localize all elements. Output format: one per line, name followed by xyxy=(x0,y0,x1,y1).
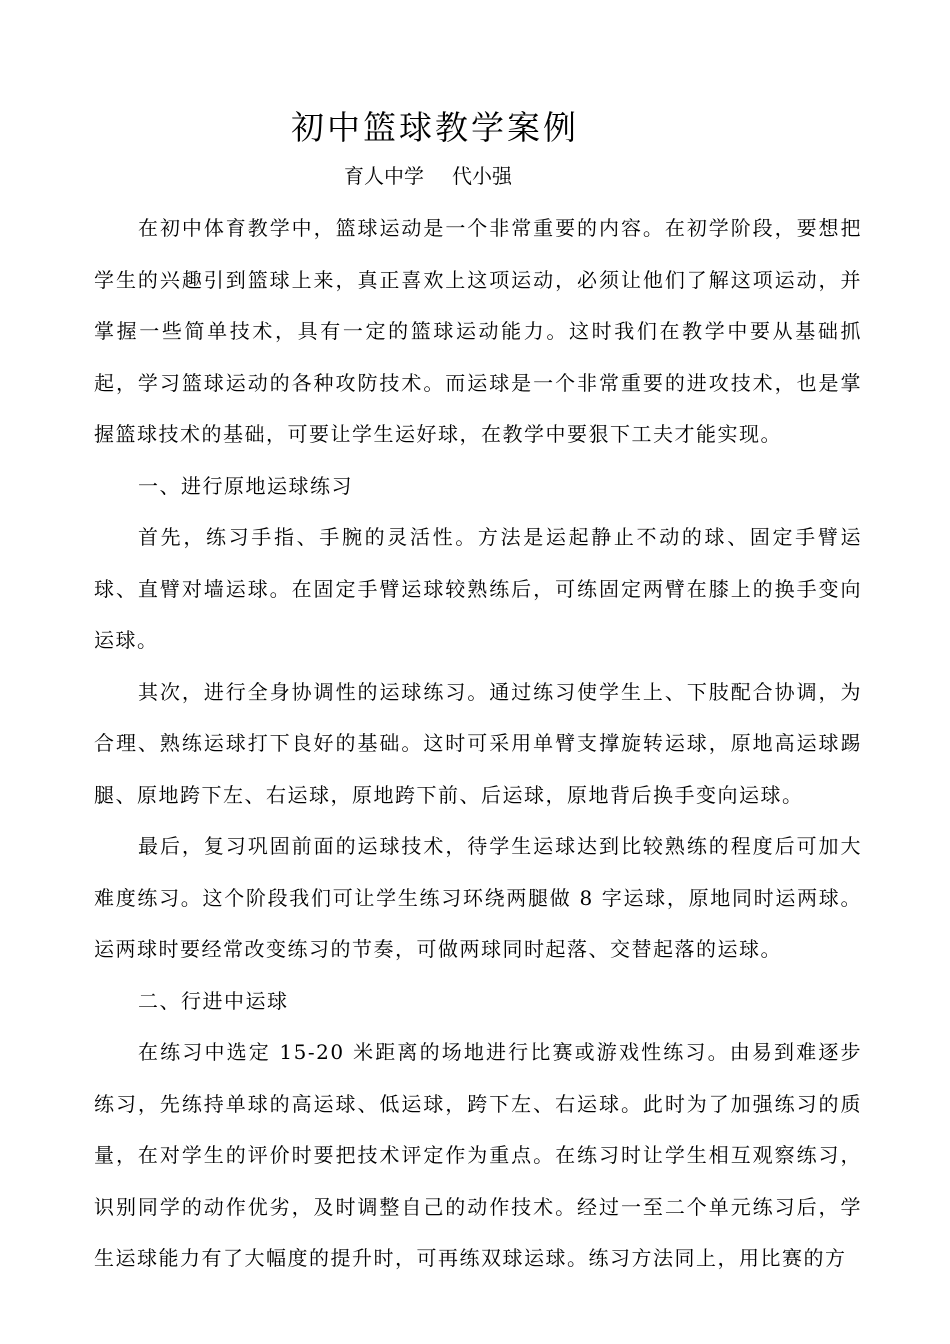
document-title: 初中篮球教学案例 xyxy=(291,108,579,147)
paragraph: 最后，复习巩固前面的运球技术，待学生运球达到比较熟练的程度后可加大难度练习。这个阶段我们可让学生练习环绕两腿做 8 字运球，原地同时运两球。运两球时要经常改变练习的节奏，可做两球同时起落、交替起落的运球。 xyxy=(94,834,862,961)
author-line xyxy=(0,158,856,194)
document-body xyxy=(94,203,862,1285)
paragraph-intro: 在初中体育教学中，篮球运动是一个非常重要的内容。在初学阶段，要想把学生的兴趣引到篮球上来，真正喜欢上这项运动，必须让他们了解这项运动，并掌握一些简单技术，具有一定的篮球运动能力。这时我们在教学中要从基础抓起，学习篮球运动的各种攻防技术。而运球是一个非常重要的进攻技术，也是掌握篮球技术的基础，可要让学生运好球，在教学中要狠下工夫才能实现。 xyxy=(94,216,862,446)
paragraph: 首先，练习手指、手腕的灵活性。方法是运起静止不动的球、固定手臂运球、直臂对墙运球。在固定手臂运球较熟练后，可练固定两臂在膝上的换手变向运球。 xyxy=(94,525,862,652)
paragraph: 其次，进行全身协调性的运球练习。通过练习使学生上、下肢配合协调，为合理、熟练运球打下良好的基础。这时可采用单臂支撑旋转运球，原地高运球踢腿、原地跨下左、右运球，原地跨下前、后运球，原地背后换手变向运球。 xyxy=(94,679,862,807)
author-name: 代小强 xyxy=(452,164,512,188)
paragraph: 在练习中选定 15-20 米距离的场地进行比赛或游戏性练习。由易到难逐步练习，先练持单球的高运球、低运球，跨下左、右运球。此时为了加强练习的质量，在对学生的评价时要把技术评定作为重点。在练习时让学生相互观察练习，识别同学的动作优劣，及时调整自己的动作技术。经过一至二个单元练习后，学生运球能力有了大幅度的提升时，可再练双球运球。练习方法同上，用比赛的方 xyxy=(94,1040,862,1270)
section-heading-1: 一、进行原地运球练习 xyxy=(138,473,353,498)
section-heading-2: 二、行进中运球 xyxy=(138,988,289,1013)
author-school: 育人中学 xyxy=(344,164,424,188)
